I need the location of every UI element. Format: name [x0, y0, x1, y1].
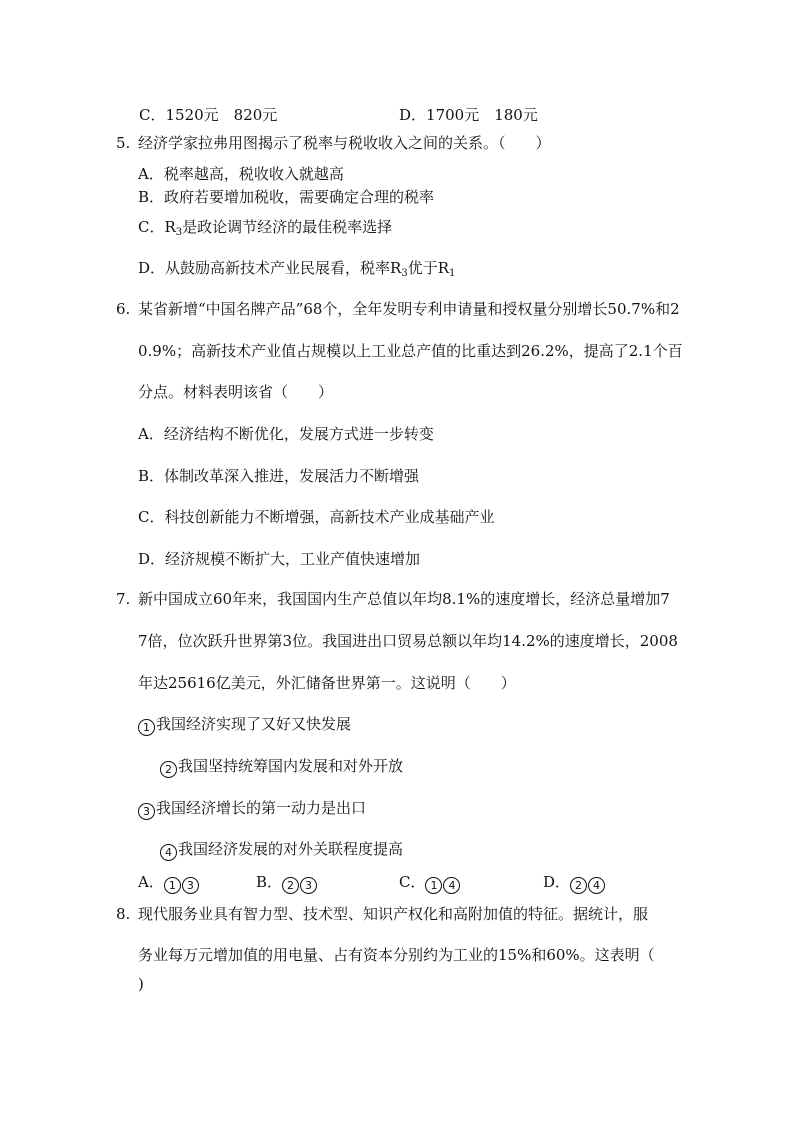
q8-number: 8. [116, 905, 131, 923]
q7-statement-2-text: 我国坚持统筹国内发展和对外开放 [178, 757, 404, 775]
q7-stem-line-3: 年达25616亿美元，外汇储备世界第一。这说明（ ） [138, 674, 516, 692]
circled-number: 1 [164, 877, 181, 894]
circled-number: 1 [425, 877, 442, 894]
q5-option-c-subscript: 3 [175, 227, 183, 238]
q6-option-b: B．体制改革深入推进，发展活力不断增强 [138, 467, 420, 485]
q7-statement-4-text: 我国经济发展的对外关联程度提高 [178, 840, 404, 858]
q4-option-d: D．1700元 180元 [399, 106, 538, 124]
q7-statement-1 [138, 714, 351, 736]
q6-option-d: D．经济规模不断扩大，工业产值快速增加 [138, 550, 421, 568]
q6-number: 6. [116, 300, 131, 318]
q7-option-c [399, 872, 461, 894]
circled-number: 4 [588, 877, 605, 894]
circled-number: 3 [182, 877, 199, 894]
q7-option-b-label: B． [256, 873, 283, 891]
q5-number: 5. [116, 134, 131, 152]
q5-option-c [138, 217, 392, 237]
q7-statement-3-text: 我国经济增长的第一动力是出口 [156, 799, 367, 817]
q5-option-c-rest: 是政论调节经济的最佳税率选择 [182, 218, 393, 236]
q8-stem-line-1: 现代服务业具有智力型、技术型、知识产权化和高附加值的特征。据统计，服 [138, 905, 649, 923]
q5-option-b: B．政府若要增加税收，需要确定合理的税率 [138, 188, 435, 206]
q5-option-d [138, 258, 455, 278]
q4-option-c: C．1520元 820元 [139, 106, 278, 124]
q6-option-a: A．经济结构不断优化，发展方式进一步转变 [138, 425, 434, 443]
circled-number-1: 1 [138, 719, 155, 736]
q6-option-c: C．科技创新能力不断增强，高新技术产业成基础产业 [138, 508, 495, 526]
q8-stem-line-3: ) [138, 975, 144, 993]
circled-number: 4 [443, 877, 460, 894]
q5-option-d-subscript-1: 3 [401, 268, 408, 279]
q7-option-b [256, 872, 318, 894]
q7-option-d-label: D． [543, 873, 571, 891]
q5-option-d-mid: 优于R [407, 259, 449, 277]
q7-option-a [138, 872, 200, 894]
q5-option-c-prefix: C．R [138, 218, 176, 236]
q6-stem-line-1: 某省新增“中国名牌产品”68个，全年发明专利申请量和授权量分别增长50.7%和2 [138, 300, 680, 318]
q7-number: 7. [116, 590, 131, 608]
q8-stem-line-2: 务业每万元增加值的用电量、占有资本分别约为工业的15%和60%。这表明（ [138, 946, 655, 964]
q7-option-c-label: C． [399, 873, 426, 891]
q7-stem-line-2: 7倍，位次跃升世界第3位。我国进出口贸易总额以年均14.2%的速度增长，2008 [138, 632, 678, 650]
circled-number-2: 2 [160, 761, 177, 778]
q7-statement-4 [160, 839, 403, 861]
q6-stem-line-2: 0.9%；高新技术产业值占规模以上工业总产值的比重达到26.2%，提高了2.1个百 [138, 342, 683, 360]
q5-option-a: A．税率越高，税收收入就越高 [138, 165, 344, 183]
circled-number: 2 [570, 877, 587, 894]
q7-statement-1-text: 我国经济实现了又好又快发展 [156, 715, 352, 733]
q7-statement-3 [138, 798, 366, 820]
circled-number: 2 [282, 877, 299, 894]
circled-number-3: 3 [138, 803, 155, 820]
q5-option-d-prefix: D．从鼓励高新技术产业民展看，税率R [138, 259, 402, 277]
circled-number: 3 [300, 877, 317, 894]
circled-number-4: 4 [160, 844, 177, 861]
q7-statement-2 [160, 756, 403, 778]
q7-option-a-label: A． [138, 873, 164, 891]
q7-stem-line-1: 新中国成立60年来，我国国内生产总值以年均8.1%的速度增长，经济总量增加7 [138, 590, 670, 608]
q7-option-d [543, 872, 606, 894]
q5-option-d-subscript-2: 1 [449, 268, 456, 279]
q5-stem: 经济学家拉弗用图揭示了税率与税收收入之间的关系。（ ） [138, 134, 551, 152]
q6-stem-line-3: 分点。材料表明该省（ ） [138, 383, 334, 401]
